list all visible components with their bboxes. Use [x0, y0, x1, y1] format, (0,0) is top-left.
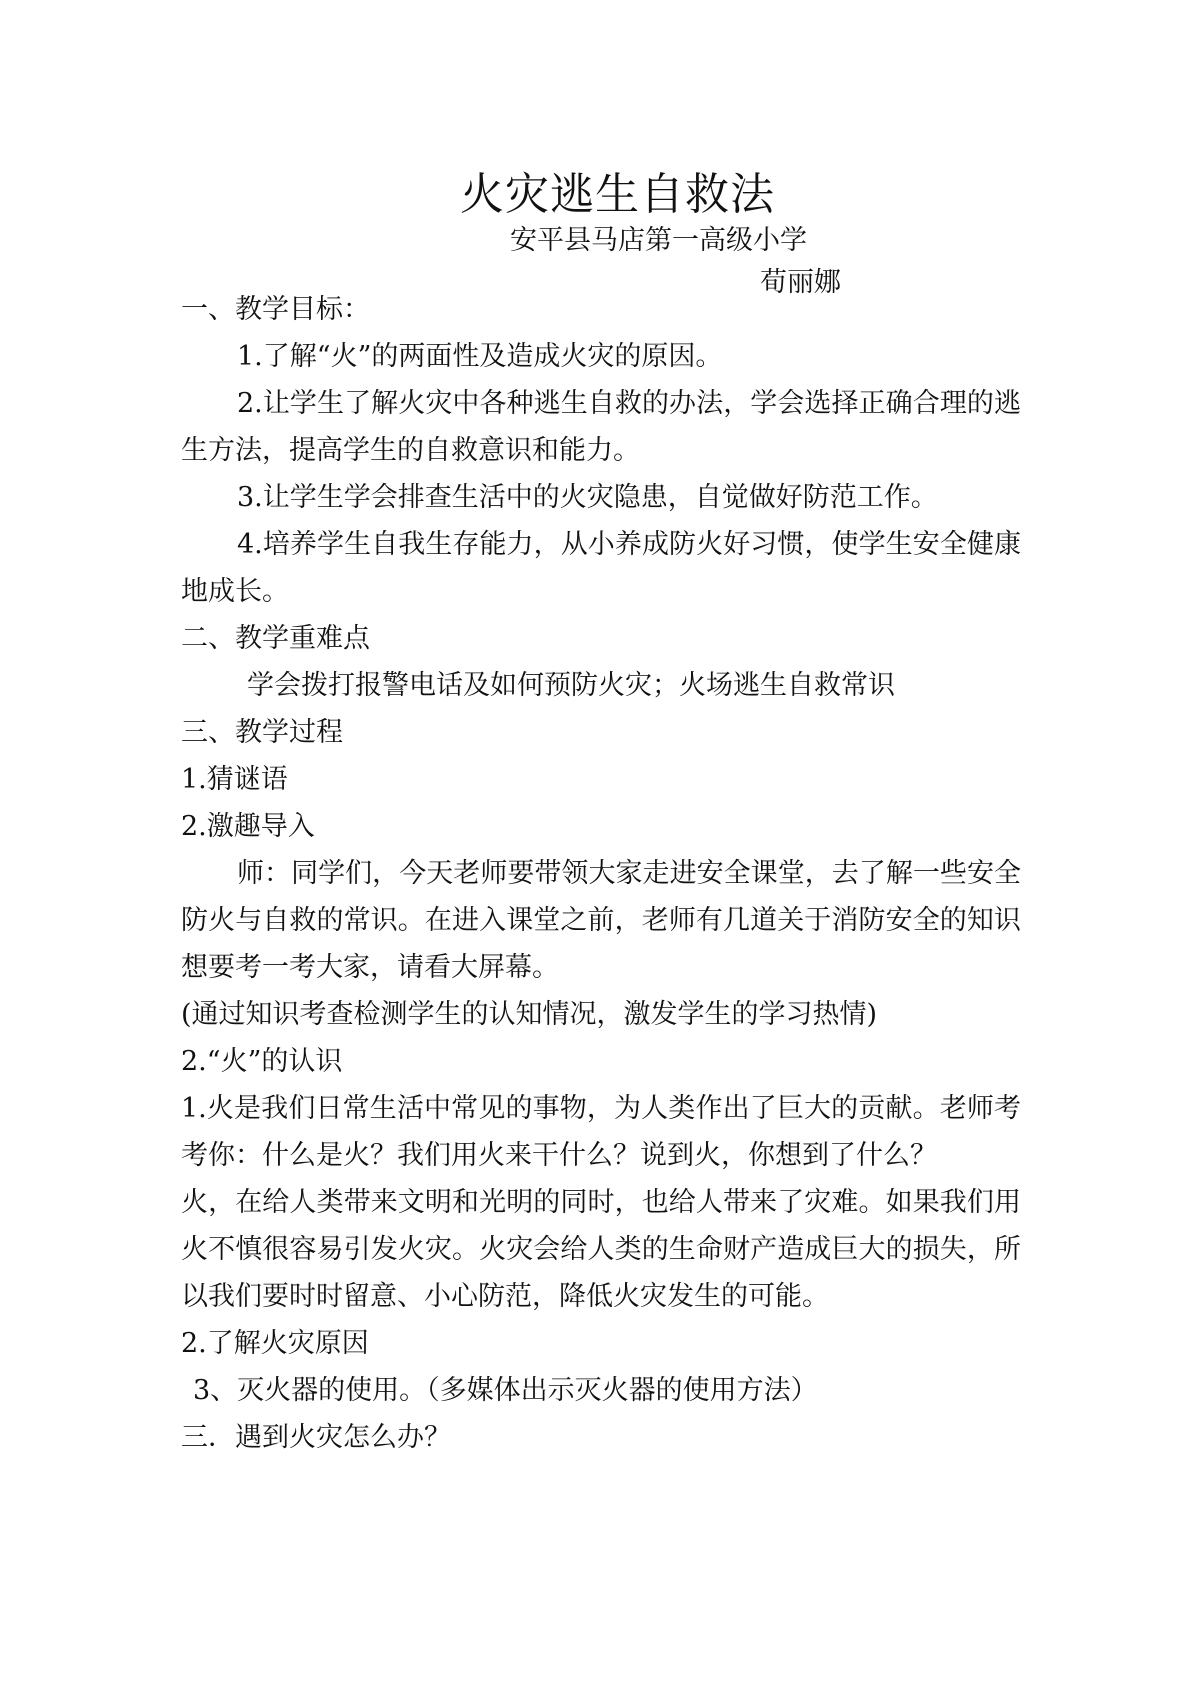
- fire-text: 火，在给人类带来文明和光明的同时，也给人带来了灾难。如果我们用火不慎很容易引发火灾。火灾会给人类的生命财产造成巨大的损失，所以我们要时时留意、小心防范，降低火灾发生的可能。: [181, 1187, 1021, 1312]
- section-heading-emergency: 三．遇到火灾怎么办？: [181, 1422, 451, 1453]
- section-heading-goals: 一、教学目标：: [181, 294, 370, 325]
- process-step: 2.激趣导入: [181, 811, 315, 842]
- keypoints-text: 学会拨打报警电话及如何预防火灾；火场逃生自救常识: [247, 670, 895, 701]
- process-step: 2.了解火灾原因: [181, 1328, 369, 1359]
- goal-item: 2.让学生了解火灾中各种逃生自救的办法，学会选择正确合理的逃生方法，提高学生的自救意识和能力。: [181, 388, 1021, 466]
- page-title: 火灾逃生自救法: [460, 169, 775, 220]
- teacher-intro: 师：同学们，今天老师要带领大家走进安全课堂，去了解一些安全防火与自救的常识。在进入课堂之前，老师有几道关于消防安全的知识想要考一考大家，请看大屏幕。: [181, 858, 1021, 983]
- process-step: 1.猜谜语: [181, 764, 288, 795]
- goal-item: 3.让学生学会排查生活中的火灾隐患，自觉做好防范工作。: [237, 482, 938, 513]
- goal-item: 4.培养学生自我生存能力，从小养成防火好习惯，使学生安全健康地成长。: [181, 529, 1021, 607]
- author-name: 荀丽娜: [760, 267, 841, 298]
- section-heading-process: 三、教学过程: [181, 717, 343, 748]
- extinguisher-text: 3、灭火器的使用。（多媒体出示灭火器的使用方法）: [193, 1375, 818, 1406]
- fire-question: 1.火是我们日常生活中常见的事物，为人类作出了巨大的贡献。老师考考你：什么是火？我们用火来干什么？说到火，你想到了什么？: [181, 1093, 1021, 1171]
- section-heading-keypoints: 二、教学重难点: [181, 623, 370, 654]
- teaching-note: (通过知识考查检测学生的认知情况，激发学生的学习热情): [181, 999, 878, 1030]
- document-body: [181, 286, 1021, 1461]
- process-step: 2.“火”的认识: [181, 1046, 343, 1077]
- goal-item: 1.了解“火”的两面性及造成火灾的原因。: [237, 341, 723, 372]
- school-name: 安平县马店第一高级小学: [510, 225, 807, 256]
